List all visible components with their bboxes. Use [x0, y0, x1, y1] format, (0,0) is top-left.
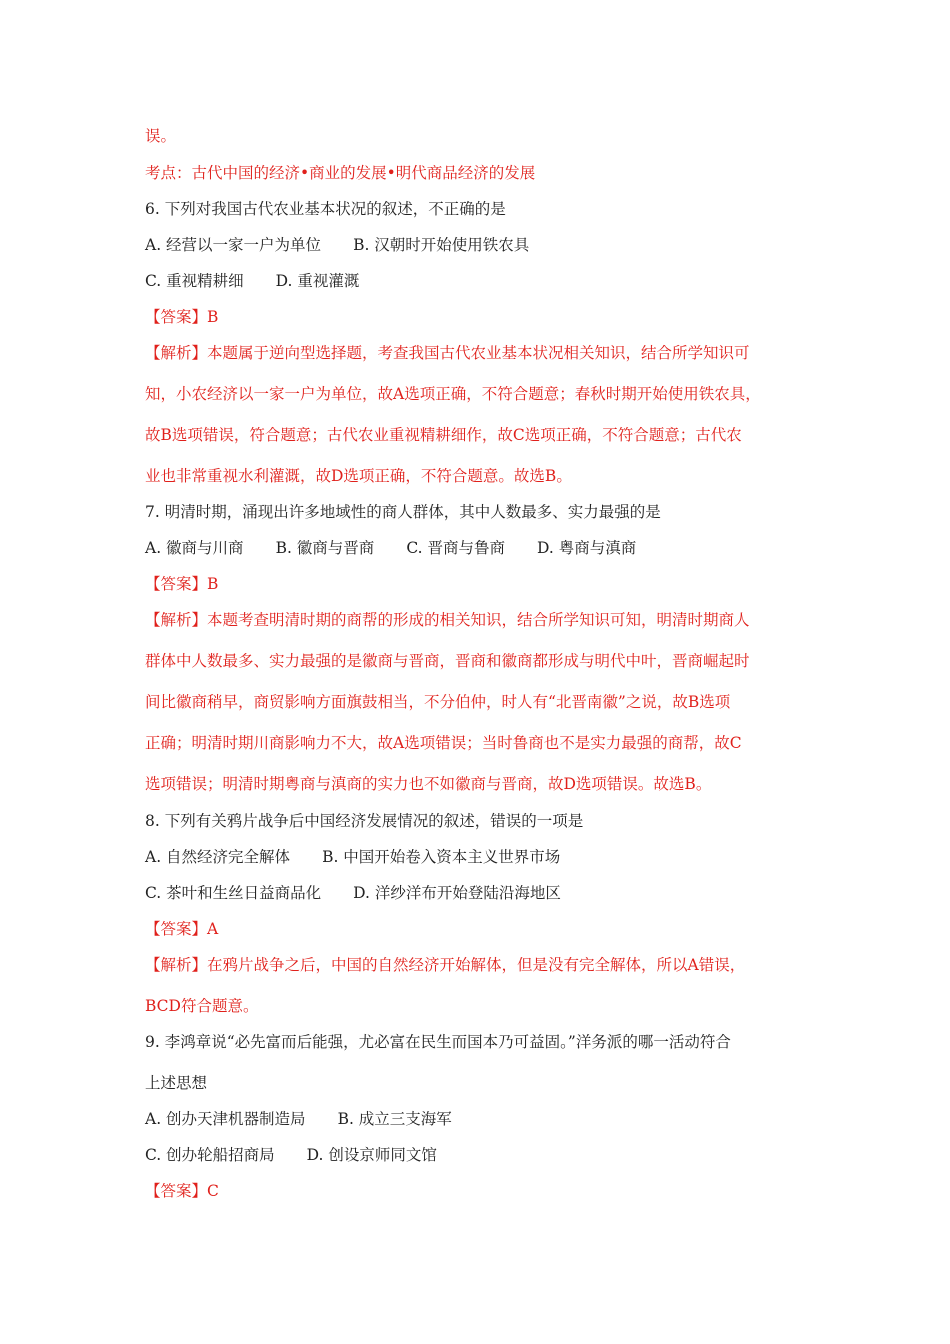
question-8-answer: 【答案】A — [145, 920, 219, 938]
option-c: C. 创办轮船招商局 — [145, 1146, 275, 1164]
question-6-explanation-line: 知，小农经济以一家一户为单位，故A选项正确，不符合题意；春秋时期开始使用铁农具， — [145, 385, 761, 403]
question-6: 6. 下列对我国古代农业基本状况的叙述，不正确的是 — [145, 200, 506, 218]
question-8-explanation-line: 【解析】在鸦片战争之后，中国的自然经济开始解体，但是没有完全解体，所以A错误， — [145, 956, 746, 974]
option-d: D. 创设京师同文馆 — [306, 1146, 437, 1164]
question-7-explanation-line: 间比徽商稍早，商贸影响方面旗鼓相当，不分伯仲，时人有“北晋南徽”之说，故B选项 — [145, 693, 731, 711]
question-7-explanation-line: 群体中人数最多、实力最强的是徽商与晋商，晋商和徽商都形成与明代中叶，晋商崛起时 — [145, 652, 750, 670]
option-b: B. 中国开始卷入资本主义世界市场 — [322, 848, 561, 866]
question-7-explanation-line: 选项错误；明清时期粤商与滇商的实力也不如徽商与晋商，故D选项错误。故选B。 — [145, 775, 712, 793]
question-9-continued: 上述思想 — [145, 1074, 208, 1092]
question-6-explanation-line: 业也非常重视水利灌溉，故D选项正确，不符合题意。故选B。 — [145, 467, 572, 485]
option-b: B. 汉朝时开始使用铁农具 — [353, 236, 530, 254]
question-8-options-row-1 — [145, 847, 810, 867]
question-8-explanation-line: BCD符合题意。 — [145, 997, 259, 1015]
question-9-options-row-2 — [145, 1145, 810, 1165]
question-7: 7. 明清时期，涌现出许多地域性的商人群体，其中人数最多、实力最强的是 — [145, 503, 661, 521]
question-6-explanation-line: 故B选项错误，符合题意；古代农业重视精耕细作，故C选项正确，不符合题意；古代农 — [145, 426, 742, 444]
question-6-explanation-line: 【解析】本题属于逆向型选择题，考查我国古代农业基本状况相关知识，结合所学知识可 — [145, 344, 750, 362]
option-a: A. 经营以一家一户为单位 — [145, 236, 322, 254]
question-6-options-row-1 — [145, 235, 810, 255]
question-9-answer: 【答案】C — [145, 1182, 219, 1200]
option-d: D. 洋纱洋布开始登陆沿海地区 — [353, 884, 561, 902]
explanation-tail: 误。 — [145, 127, 177, 145]
question-7-explanation-line: 正确；明清时期川商影响力不大，故A选项错误；当时鲁商也不是实力最强的商帮，故C — [145, 734, 742, 752]
option-a: A. 徽商与川商 — [145, 539, 244, 557]
option-c: C. 晋商与鲁商 — [406, 539, 505, 557]
option-a: A. 创办天津机器制造局 — [145, 1110, 306, 1128]
question-9-options-row-1 — [145, 1109, 810, 1129]
question-9: 9. 李鸿章说“必先富而后能强，尤必富在民生而国本乃可益固。”洋务派的哪一活动符合 — [145, 1033, 731, 1051]
option-b: B. 成立三支海军 — [337, 1110, 452, 1128]
option-c: C. 茶叶和生丝日益商品化 — [145, 884, 322, 902]
question-6-answer: 【答案】B — [145, 308, 219, 326]
option-c: C. 重视精耕细 — [145, 272, 244, 290]
question-7-explanation-line: 【解析】本题考查明清时期的商帮的形成的相关知识，结合所学知识可知，明清时期商人 — [145, 611, 750, 629]
question-7-answer: 【答案】B — [145, 575, 219, 593]
option-d: D. 重视灌溉 — [275, 272, 360, 290]
option-a: A. 自然经济完全解体 — [145, 848, 291, 866]
option-b: B. 徽商与晋商 — [275, 539, 375, 557]
key-point: 考点：古代中国的经济•商业的发展•明代商品经济的发展 — [145, 164, 536, 182]
question-8: 8. 下列有关鸦片战争后中国经济发展情况的叙述，错误的一项是 — [145, 812, 584, 830]
option-d: D. 粤商与滇商 — [536, 539, 637, 557]
question-7-options — [145, 538, 810, 558]
question-6-options-row-2 — [145, 271, 810, 291]
question-8-options-row-2 — [145, 883, 810, 903]
